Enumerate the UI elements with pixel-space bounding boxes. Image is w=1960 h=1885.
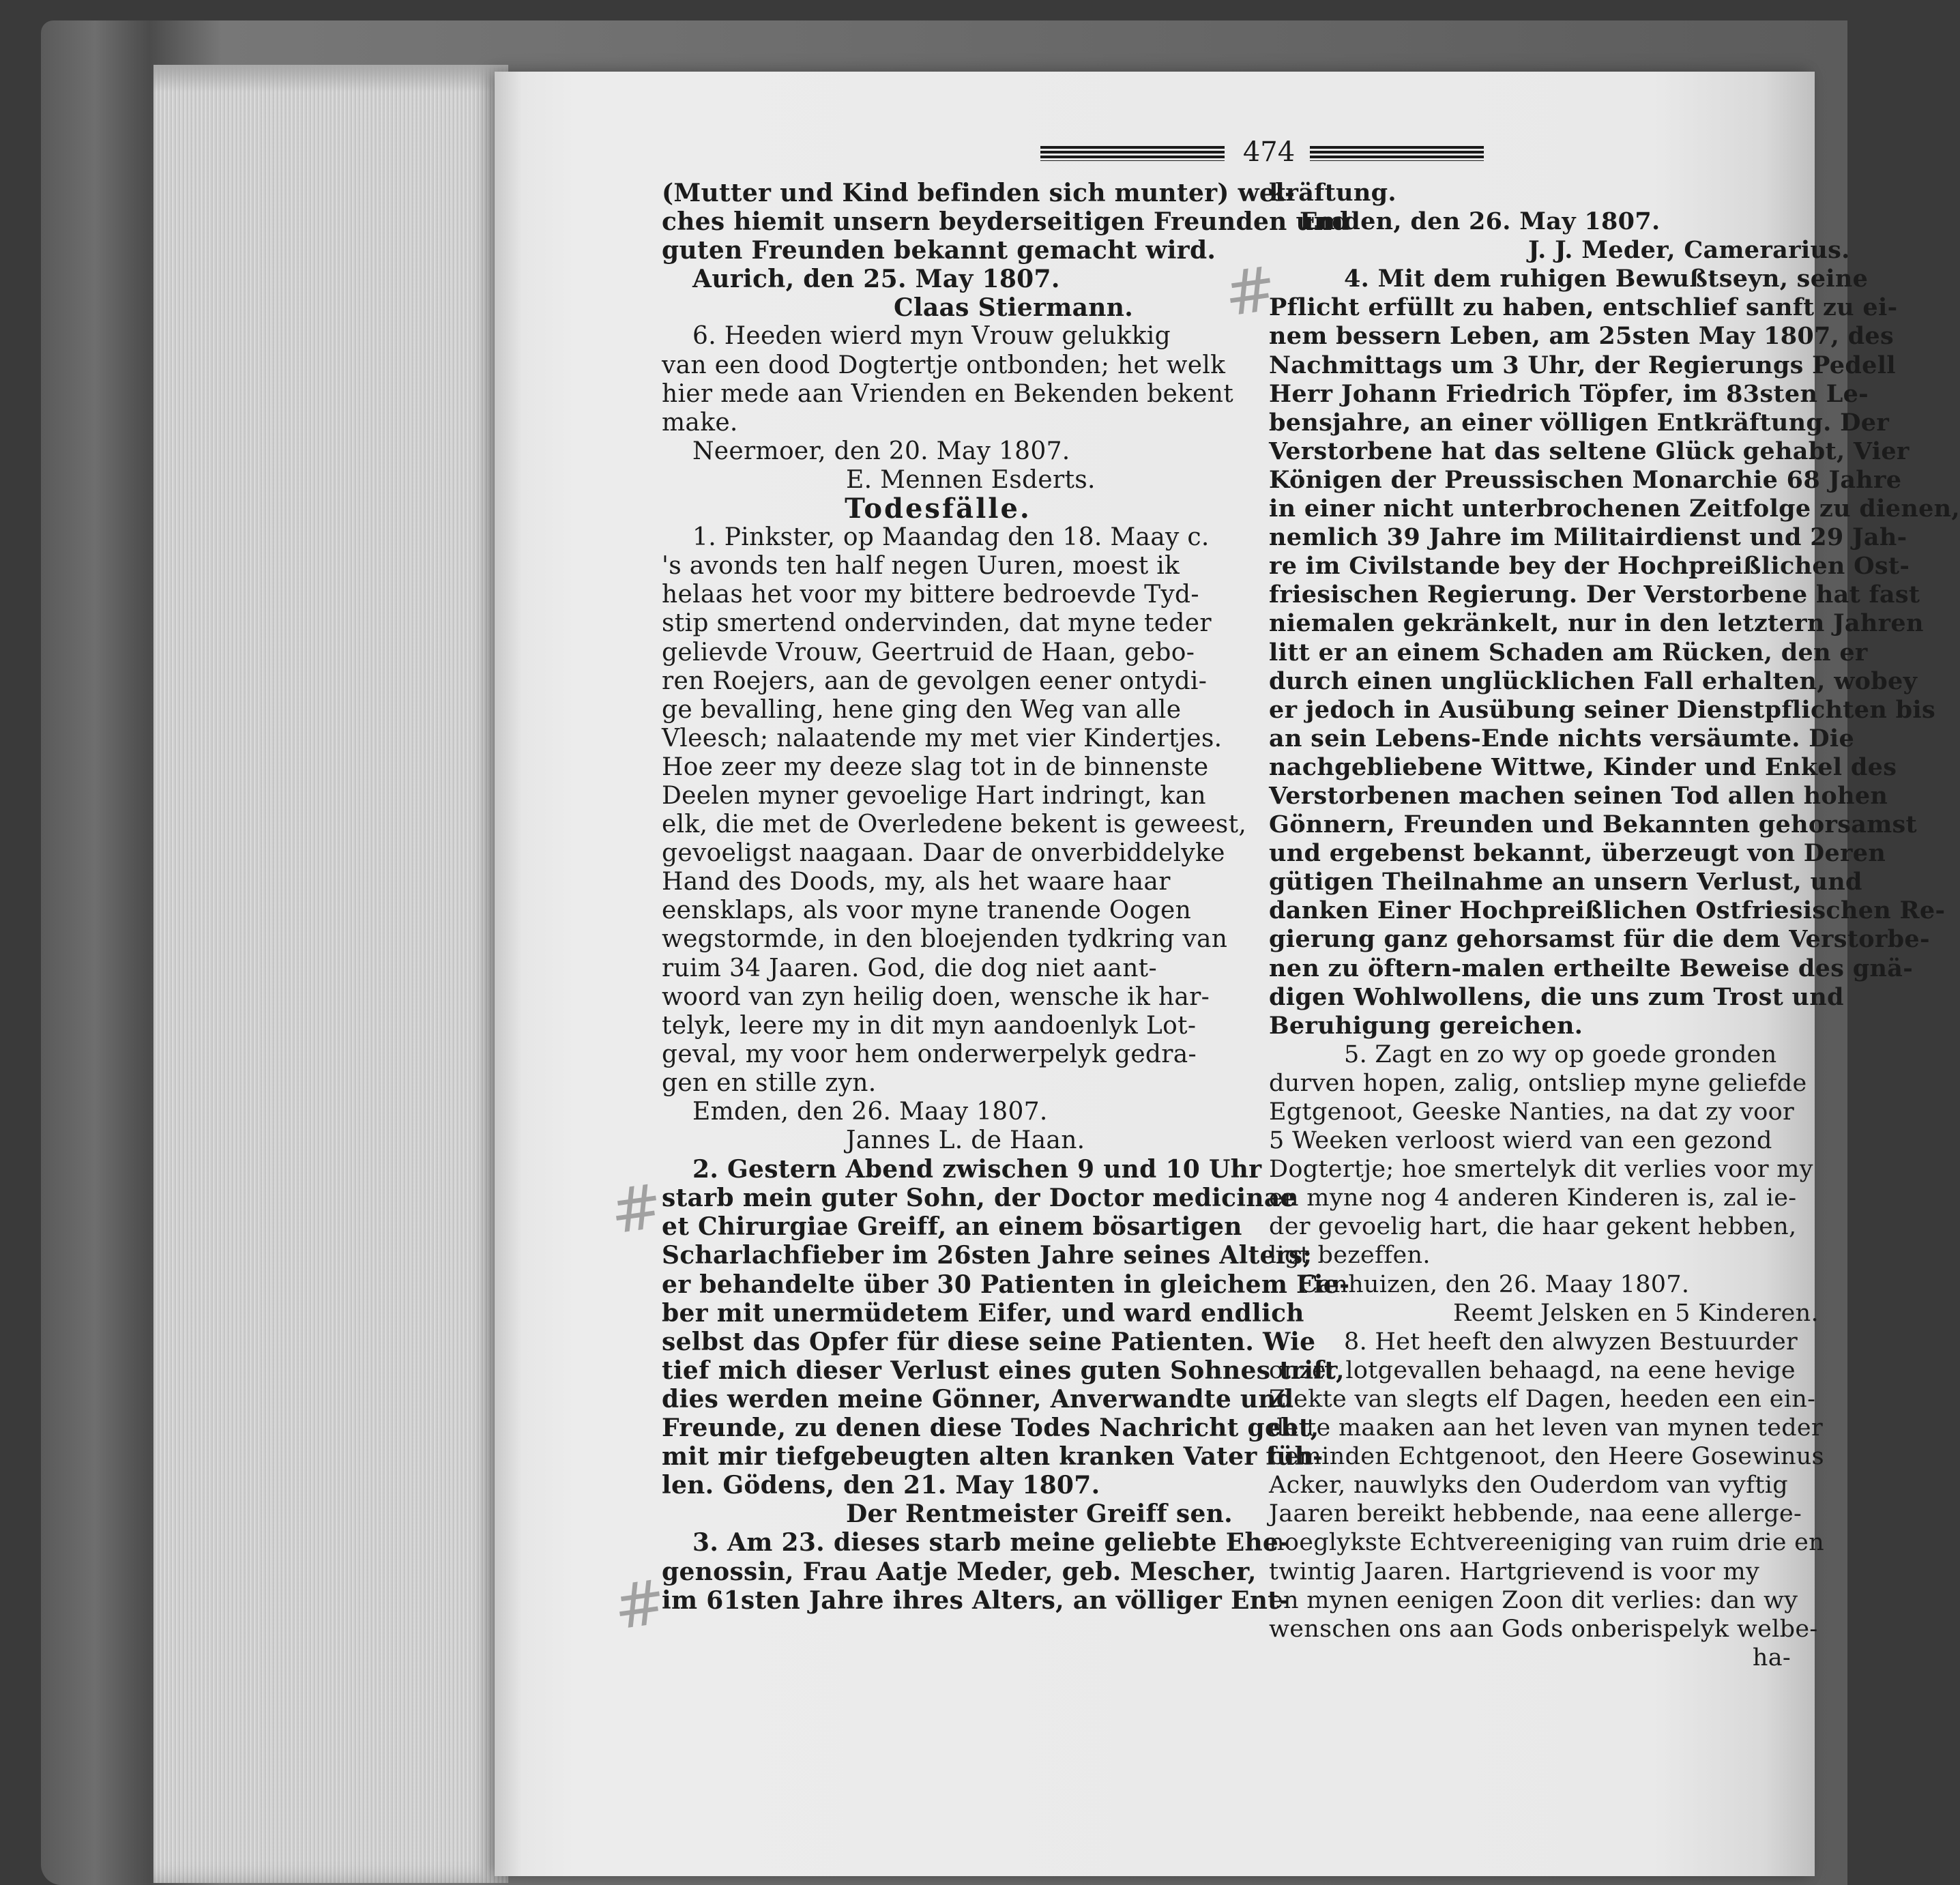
- text-line: ha-: [1752, 1643, 1791, 1671]
- text-line: nemlich 39 Jahre im Militairdienst und 29 Jah-: [1269, 523, 1907, 552]
- right-text-column: [1269, 179, 1960, 1672]
- text-line: Freunde, zu denen diese Todes Nachricht geht,: [662, 1414, 1319, 1443]
- text-line: starb mein guter Sohn, der Doctor medicinae: [662, 1184, 1296, 1213]
- text-line: Deelen myner gevoelige Hart indringt, kan: [662, 781, 1206, 810]
- text-line: Aurich, den 25. May 1807.: [692, 265, 1060, 294]
- text-line: Herr Johann Friedrich Töpfer, im 83sten Le-: [1269, 379, 1869, 408]
- text-line: der gevoelig hart, die haar gekent hebben,: [1269, 1213, 1797, 1241]
- text-line: Todesfälle.: [845, 493, 1032, 525]
- text-line: 8. Het heeft den alwyzen Bestuurder: [1344, 1328, 1798, 1356]
- text-line: Jaaren bereikt hebbende, naa eene allerge-: [1269, 1500, 1802, 1528]
- text-line: woord van zyn heilig doen, wensche ik har-: [662, 982, 1210, 1011]
- text-line: re im Civilstande bey der Hochpreißlichen Ost-: [1269, 552, 1910, 581]
- text-line: nachgebliebene Wittwe, Kinder und Enkel des: [1269, 752, 1897, 781]
- text-line: in einer nicht unterbrochenen Zeitfolge zu dienen,: [1269, 495, 1960, 523]
- text-line: 2. Gestern Abend zwischen 9 und 10 Uhr: [692, 1155, 1262, 1184]
- text-line: (Mutter und Kind befinden sich munter) wel-: [662, 179, 1296, 207]
- text-line: telyk, leere my in dit myn aandoenlyk Lot-: [662, 1011, 1197, 1040]
- text-line: noeglykste Echtvereeniging van ruim drie en: [1269, 1529, 1824, 1557]
- text-line: J. J. Meder, Camerarius.: [1528, 236, 1850, 265]
- text-line: Verstorbene hat das seltene Glück gehabt, Vier: [1269, 437, 1910, 465]
- text-line: kräftung.: [1269, 179, 1396, 207]
- text-line: niemalen gekränkelt, nur in den letztern Jahren: [1269, 609, 1924, 638]
- text-line: litt er an einem Schaden am Rücken, den er: [1269, 638, 1868, 667]
- text-line: genossin, Frau Aatje Meder, geb. Mescher,: [662, 1557, 1257, 1586]
- text-line: digen Wohlwollens, die uns zum Trost und: [1269, 982, 1844, 1011]
- text-line: nen zu öftern-malen ertheilte Beweise des gnä-: [1269, 954, 1914, 982]
- text-line: Jannes L. de Haan.: [846, 1126, 1085, 1155]
- text-line: gelievde Vrouw, Geertruid de Haan, gebo-: [662, 638, 1195, 667]
- text-line: Neermoer, den 20. May 1807.: [692, 437, 1070, 465]
- text-line: beminden Echtgenoot, den Heere Gosewinus: [1269, 1443, 1824, 1471]
- text-line: gierung ganz gehorsamst für die dem Verstorbe-: [1269, 925, 1930, 954]
- text-line: wenschen ons aan Gods onberispelyk welbe-: [1269, 1615, 1818, 1643]
- text-line: gen en stille zyn.: [662, 1068, 877, 1097]
- text-line: onzer lotgevallen behaagd, na eene hevige: [1269, 1356, 1796, 1384]
- header-rule-right: [1310, 146, 1484, 161]
- text-line: wegstormde, in den bloejenden tydkring van: [662, 925, 1228, 954]
- text-line: ligt bezeffen.: [1269, 1242, 1431, 1270]
- text-line: bensjahre, an einer völligen Entkräftung. Der: [1269, 408, 1890, 437]
- text-line: 1. Pinkster, op Maandag den 18. Maay c.: [692, 523, 1210, 552]
- text-line: durven hopen, zalig, ontsliep myne geliefde: [1269, 1069, 1807, 1097]
- text-line: van een dood Dogtertje ontbonden; het welk: [662, 351, 1226, 379]
- text-line: gütigen Theilnahme an unsern Verlust, und: [1269, 868, 1862, 896]
- text-line: Pflicht erfüllt zu haben, entschlief sanft zu ei-: [1269, 293, 1898, 322]
- page-header: [549, 136, 1491, 177]
- text-line: selbst das Opfer für diese seine Patienten. Wie: [662, 1327, 1316, 1356]
- text-line: en myne nog 4 anderen Kinderen is, zal ie-: [1269, 1184, 1797, 1212]
- pencil-mark: #: [609, 1566, 671, 1644]
- text-line: im 61sten Jahre ihres Alters, an völliger Ent-: [662, 1586, 1290, 1615]
- text-line: len. Gödens, den 21. May 1807.: [662, 1471, 1100, 1500]
- text-line: Nachmittags um 3 Uhr, der Regierungs Pedell: [1269, 351, 1896, 379]
- text-line: de te maaken aan het leven van mynen teder: [1269, 1414, 1823, 1442]
- text-line: durch einen unglücklichen Fall erhalten, wobey: [1269, 667, 1918, 695]
- text-line: geval, my voor hem onderwerpelyk gedra-: [662, 1040, 1197, 1068]
- text-line: helaas het voor my bittere bedroevde Tyd-: [662, 581, 1199, 609]
- text-line: make.: [662, 408, 738, 437]
- text-line: hier mede aan Vrienden en Bekenden bekent: [662, 379, 1234, 408]
- text-line: danken Einer Hochpreißlichen Ostfriesischen Re-: [1269, 896, 1946, 925]
- text-line: Canhuizen, den 26. Maay 1807.: [1300, 1270, 1690, 1298]
- text-line: 5 Weeken verloost wierd van een gezond: [1269, 1127, 1772, 1155]
- text-line: ren Roejers, aan de gevolgen eener ontydi-: [662, 667, 1208, 695]
- text-line: dies werden meine Gönner, Anverwandte und: [662, 1384, 1294, 1414]
- text-line: guten Freunden bekannt gemacht wird.: [662, 236, 1216, 265]
- text-line: Emden, den 26. Maay 1807.: [692, 1098, 1048, 1126]
- text-line: ge bevalling, hene ging den Weg van alle: [662, 695, 1182, 724]
- text-line: elk, die met de Overledene bekent is geweest,: [662, 810, 1247, 839]
- text-line: Hoe zeer my deeze slag tot in de binnenste: [662, 752, 1209, 781]
- text-line: 's avonds ten half negen Uuren, moest ik: [662, 552, 1180, 581]
- text-line: 4. Mit dem ruhigen Bewußtseyn, seine: [1344, 265, 1869, 293]
- text-line: mit mir tiefgebeugten alten kranken Vater füh-: [662, 1442, 1323, 1472]
- text-line: gevoeligst naagaan. Daar de onverbiddelyke: [662, 839, 1225, 868]
- text-line: tief mich dieser Verlust eines guten Sohnes trift,: [662, 1356, 1345, 1385]
- page-block-edges: [153, 65, 508, 1883]
- text-line: Egtgenoot, Geeske Nanties, na dat zy voor: [1269, 1098, 1795, 1126]
- text-line: und ergebenst bekannt, überzeugt von Deren: [1269, 839, 1886, 868]
- text-line: Hand des Doods, my, als het waare haar: [662, 868, 1171, 896]
- text-line: Ziekte van slegts elf Dagen, heeden een ein-: [1269, 1385, 1816, 1413]
- text-line: Verstorbenen machen seinen Tod allen hohen: [1269, 781, 1888, 810]
- text-line: er behandelte über 30 Patienten in gleichem Fie-: [662, 1270, 1350, 1299]
- text-line: an sein Lebens-Ende nichts versäumte. Die: [1269, 724, 1855, 752]
- text-line: Emden, den 26. May 1807.: [1300, 207, 1661, 236]
- text-line: Dogtertje; hoe smertelyk dit verlies voor my: [1269, 1156, 1813, 1184]
- text-line: Beruhigung gereichen.: [1269, 1011, 1583, 1040]
- text-line: Königen der Preussischen Monarchie 68 Jahre: [1269, 465, 1902, 494]
- text-line: eensklaps, als voor myne tranende Oogen: [662, 896, 1192, 925]
- text-line: friesischen Regierung. Der Verstorbene hat fast: [1269, 581, 1920, 609]
- text-line: Gönnern, Freunden und Bekannten gehorsamst: [1269, 810, 1918, 839]
- page-number: 474: [1242, 136, 1296, 168]
- text-line: 6. Heeden wierd myn Vrouw gelukkig: [692, 322, 1171, 351]
- text-line: Der Rentmeister Greiff sen.: [846, 1500, 1233, 1529]
- text-line: nem bessern Leben, am 25sten May 1807, des: [1269, 322, 1895, 351]
- pencil-mark: #: [1220, 252, 1281, 331]
- text-line: et Chirurgiae Greiff, an einem bösartigen: [662, 1212, 1242, 1242]
- text-line: ber mit unermüdetem Eifer, und ward endlich: [662, 1298, 1304, 1328]
- text-line: Scharlachfieber im 26sten Jahre seines Alters;: [662, 1241, 1313, 1270]
- text-line: 5. Zagt en zo wy op goede gronden: [1344, 1040, 1777, 1068]
- text-line: er jedoch in Ausübung seiner Dienstpflichten bis: [1269, 695, 1935, 724]
- text-line: Vleesch; nalaatende my met vier Kindertjes.: [662, 724, 1223, 752]
- text-line: stip smertend ondervinden, dat myne teder: [662, 609, 1212, 638]
- text-line: E. Mennen Esderts.: [846, 465, 1096, 494]
- text-line: ruim 34 Jaaren. God, die dog niet aant-: [662, 954, 1157, 982]
- text-line: Claas Stiermann.: [894, 293, 1134, 323]
- text-line: 3. Am 23. dieses starb meine geliebte Ehe-: [692, 1528, 1289, 1558]
- text-line: en mynen eenigen Zoon dit verlies: dan wy: [1269, 1586, 1798, 1614]
- text-line: ches hiemit unsern beyderseitigen Freunden und: [662, 207, 1349, 237]
- header-rule-left: [1040, 146, 1225, 161]
- text-line: Reemt Jelsken en 5 Kinderen.: [1453, 1299, 1819, 1327]
- pencil-mark: #: [606, 1170, 667, 1248]
- text-line: twintig Jaaren. Hartgrievend is voor my: [1269, 1558, 1760, 1586]
- text-line: Acker, nauwlyks den Ouderdom van vyftig: [1269, 1472, 1788, 1500]
